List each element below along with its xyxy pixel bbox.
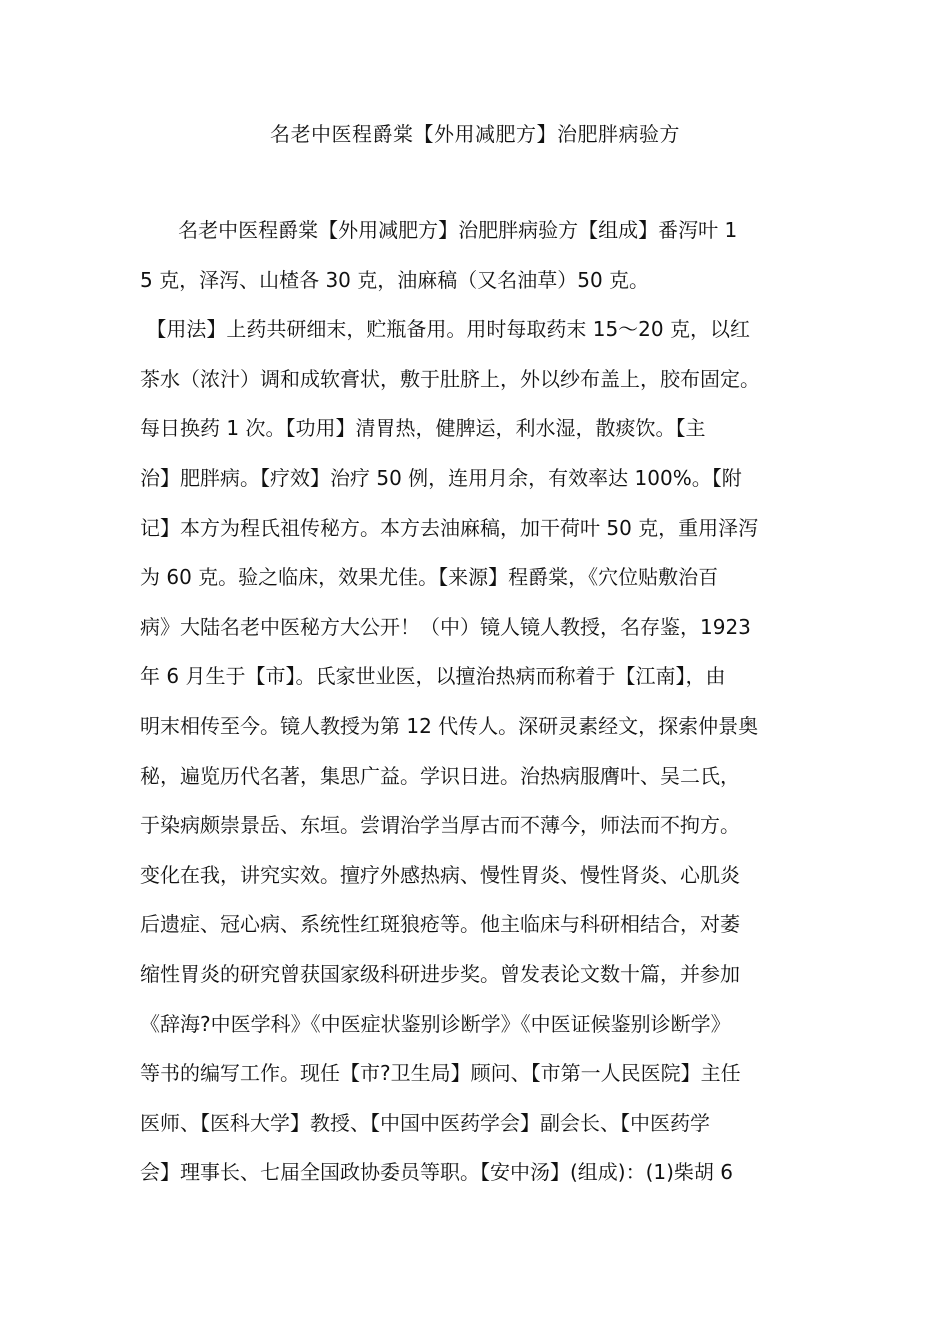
body-line: 为 60 克。验之临床，效果尤佳。【来源】程爵棠，《穴位贴敷治百	[140, 565, 719, 590]
body-line: 秘，遍览历代名著，集思广益。学识日进。治热病服膺叶、吴二氏，	[140, 763, 740, 788]
body-line: 【用法】上药共研细末，贮瓶备用。用时每取药末 15～20 克，以红	[140, 317, 750, 342]
body-line: 治】肥胖病。【疗效】治疗 50 例，连用月余，有效率达 100%。【附	[140, 465, 742, 490]
body-line: 变化在我，讲究实效。擅疗外感热病、慢性胃炎、慢性肾炎、心肌炎	[140, 862, 740, 887]
body-line: 名老中医程爵棠【外用减肥方】治肥胖病验方【组成】番泻叶 1	[140, 218, 738, 242]
body-line: 会】理事长、七届全国政协委员等职。【安中汤】(组成)：(1)柴胡 6	[140, 1160, 734, 1185]
body-line: 记】本方为程氏祖传秘方。本方去油麻稿，加干荷叶 50 克，重用泽泻	[140, 515, 759, 540]
body-line: 于染病颇崇景岳、东垣。尝谓治学当厚古而不薄今，师法而不拘方。	[140, 813, 740, 838]
document-body	[140, 206, 820, 1198]
body-line: 缩性胃炎的研究曾获国家级科研进步奖。曾发表论文数十篇，并参加	[140, 961, 740, 986]
document-title: 名老中医程爵棠【外用减肥方】治肥胖病验方	[270, 122, 680, 146]
body-line: 《辞海?中医学科》《中医症状鉴别诊断学》《中医证候鉴别诊断学》	[140, 1011, 731, 1036]
body-line: 后遗症、冠心病、系统性红斑狼疮等。他主临床与科研相结合，对萎	[140, 912, 740, 937]
body-line: 年 6 月生于【市】。氏家世业医，以擅治热病而称着于【江南】，由	[140, 664, 726, 689]
body-line: 每日换药 1 次。【功用】清胃热，健脾运，利水湿，散痰饮。【主	[140, 416, 706, 441]
body-line: 明末相传至今。镜人教授为第 12 代传人。深研灵素经文，探索仲景奥	[140, 713, 759, 738]
body-line: 茶水（浓汁）调和成软膏状，敷于肚脐上，外以纱布盖上，胶布固定。	[140, 366, 760, 391]
body-line: 病》大陆名老中医秘方大公开！（中）镜人镜人教授，名存鉴，1923	[140, 614, 751, 639]
body-line: 5 克，泽泻、山楂各 30 克，油麻稿（又名油草）50 克。	[140, 267, 650, 292]
body-line: 医师、【医科大学】教授、【中国中医药学会】副会长、【中医药学	[140, 1110, 710, 1135]
body-line: 等书的编写工作。现任【市?卫生局】顾问、【市第一人民医院】主任	[140, 1061, 741, 1086]
